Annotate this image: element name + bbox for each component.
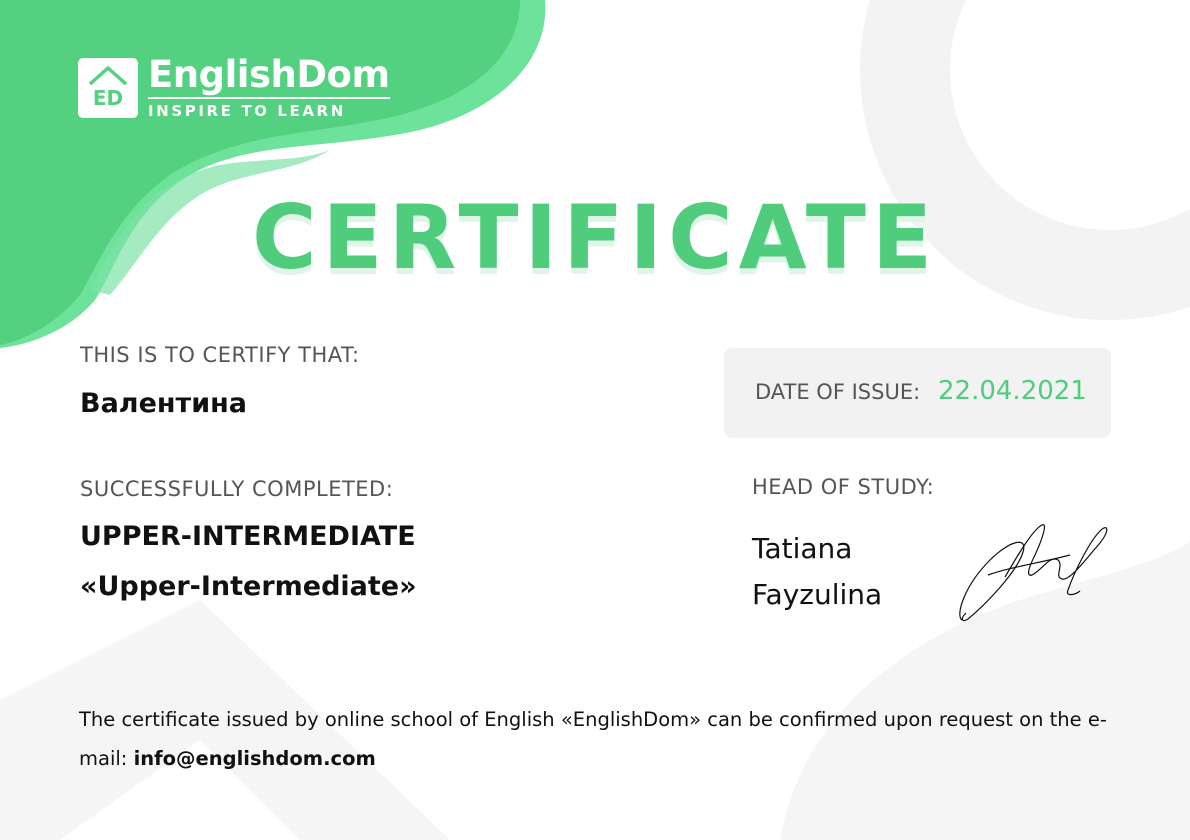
signature-icon [950, 515, 1120, 630]
course-level: UPPER-INTERMEDIATE [80, 521, 416, 552]
certify-label: THIS IS TO CERTIFY THAT: [80, 343, 360, 367]
completed-label: SUCCESSFULLY COMPLETED: [80, 477, 394, 501]
date-value: 22.04.2021 [938, 376, 1087, 406]
date-label: DATE OF ISSUE: [755, 380, 921, 404]
svg-text:ED: ED [92, 85, 124, 110]
date-of-issue-box [724, 348, 1111, 438]
brand-tagline: INSPIRE TO LEARN [148, 102, 346, 120]
footer-note [79, 700, 1139, 778]
certificate-title: CERTIFICATE [251, 186, 939, 289]
brand-logo[interactable] [78, 55, 390, 120]
house-icon [78, 58, 138, 118]
head-of-study-name [752, 526, 882, 618]
contact-email[interactable]: info@englishdom.com [133, 747, 376, 770]
footer-text: The certificate issued by online school of English «EnglishDom» can be confirmed upon request on the e-mail: [79, 708, 1107, 770]
brand-name: EnglishDom [148, 55, 390, 99]
head-of-study-label: HEAD OF STUDY: [752, 475, 935, 499]
head-first-name: Tatiana [752, 532, 853, 565]
head-last-name: Fayzulina [752, 578, 883, 611]
course-title: «Upper-Intermediate» [80, 571, 417, 602]
recipient-name: Валентина [80, 388, 247, 419]
brand-text [148, 55, 390, 120]
